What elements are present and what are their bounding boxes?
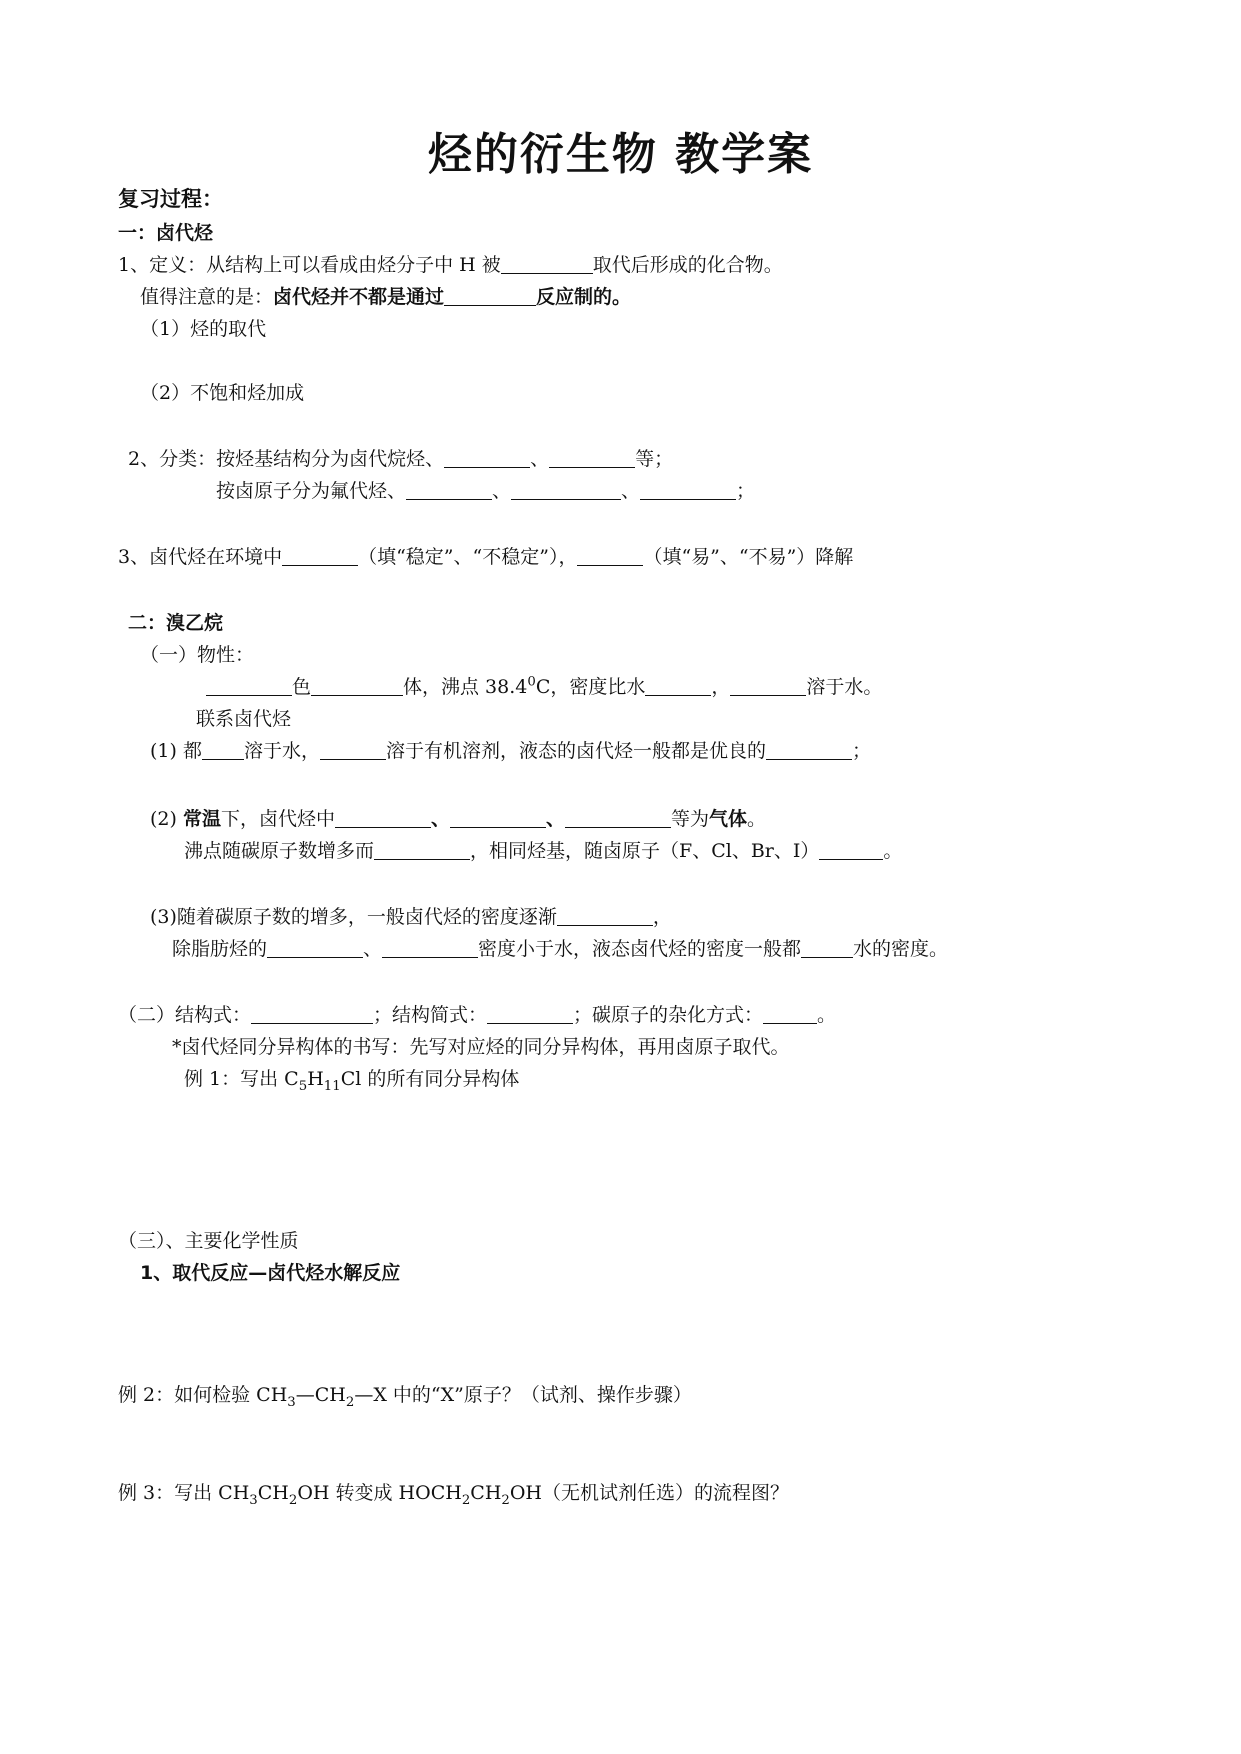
boiling-text: 沸点随碳原子数增多而	[184, 840, 375, 862]
separator: 、	[492, 480, 512, 502]
sub-item-2: （2）不饱和烃加成	[140, 382, 305, 404]
subscript: 3	[287, 1394, 296, 1410]
blank[interactable]	[511, 480, 621, 500]
chemical-item-1: 1、取代反应—卤代烃水解反应	[140, 1262, 401, 1284]
definition-text: 1、定义：从结构上可以看成由烃分子中 H 被	[118, 254, 501, 276]
link-text: 联系卤代烃	[196, 708, 292, 730]
note-bold-end: 反应制的。	[536, 286, 632, 308]
blank[interactable]	[202, 740, 244, 760]
definition-line	[118, 254, 783, 277]
comma: ，	[711, 676, 731, 698]
classification-text: 按卤原子分为氟代烃、	[216, 480, 407, 502]
boiling-end: 。	[883, 840, 903, 862]
example-text: CH	[470, 1482, 502, 1504]
blank[interactable]	[557, 906, 653, 926]
blank[interactable]	[251, 1004, 373, 1024]
property-text: (3)随着碳原子数的增多，一般卤代烃的密度逐渐	[150, 906, 557, 928]
blank[interactable]	[801, 938, 853, 958]
property-bold: 气体	[709, 808, 748, 830]
physical-text: C，密度比水	[535, 676, 646, 698]
physical-text: 体，沸点 38.4	[403, 676, 528, 698]
structure-text: ；结构简式：	[373, 1004, 488, 1026]
property-text: (2)	[150, 808, 183, 830]
environment-text: 3、卤代烃在环境中	[118, 546, 283, 568]
blank[interactable]	[406, 480, 492, 500]
example-text: CH	[257, 1482, 289, 1504]
blank[interactable]	[549, 448, 635, 468]
density-text: 密度小于水，液态卤代烃的密度一般都	[478, 938, 802, 960]
property-end: 。	[747, 808, 767, 830]
blank[interactable]	[444, 286, 536, 306]
blank[interactable]	[819, 840, 883, 860]
blank[interactable]	[267, 938, 363, 958]
property-end: ，	[652, 906, 672, 928]
page-title: 烃的衍生物 教学案	[427, 129, 814, 180]
property-bold: 常温	[182, 808, 221, 830]
separator: 、	[530, 448, 550, 470]
subscript: 2	[461, 1492, 471, 1508]
example-text: OH（无机试剂任选）的流程图？	[509, 1482, 790, 1504]
classification-line-2	[216, 480, 755, 503]
definition-text-end: 取代后形成的化合物。	[592, 254, 783, 276]
subscript: 2	[501, 1492, 510, 1508]
example-text: H	[307, 1068, 324, 1090]
environment-text-3: （填“易”、“不易”）降解	[643, 546, 854, 568]
density-text: 除脂肪烃的	[172, 938, 268, 960]
sub-item-1: （1）烃的取代	[140, 318, 267, 340]
example-2	[118, 1384, 692, 1410]
note-bold: 卤代烃并不都是通过	[273, 286, 445, 308]
structure-text: （二）结构式：	[118, 1004, 252, 1026]
blank[interactable]	[730, 676, 806, 696]
physical-text: 色	[292, 676, 312, 698]
structure-text: ；碳原子的杂化方式：	[573, 1004, 764, 1026]
blank[interactable]	[501, 254, 593, 274]
subscript: 5	[298, 1078, 308, 1094]
review-heading: 复习过程：	[118, 187, 223, 211]
blank[interactable]	[450, 808, 546, 828]
blank[interactable]	[577, 546, 643, 566]
superscript: 0	[527, 674, 536, 690]
boiling-point-line	[184, 840, 902, 863]
example-text: Cl 的所有同分异构体	[340, 1068, 520, 1090]
section1-heading: 一：卤代烃	[118, 222, 214, 244]
blank[interactable]	[282, 546, 358, 566]
property-text: 下，卤代烃中	[220, 808, 335, 830]
semicolon: ；	[736, 480, 756, 502]
blank[interactable]	[444, 448, 530, 468]
blank[interactable]	[320, 740, 386, 760]
blank[interactable]	[311, 676, 403, 696]
example-text: 例 3：写出 CH	[118, 1482, 250, 1504]
property-2	[150, 808, 766, 831]
blank[interactable]	[382, 938, 478, 958]
subscript: 11	[323, 1078, 341, 1094]
blank[interactable]	[645, 676, 711, 696]
boiling-text: ，相同烃基，随卤原子（F、Cl、Br、I）	[470, 840, 820, 862]
separator: 、	[363, 938, 383, 960]
note-label: 值得注意的是：	[140, 286, 274, 308]
density-line	[172, 938, 948, 961]
physical-heading: （一）物性：	[140, 644, 255, 666]
blank[interactable]	[487, 1004, 573, 1024]
subscript: 2	[345, 1394, 355, 1410]
density-text: 水的密度。	[853, 938, 949, 960]
physical-line	[206, 676, 882, 699]
separator: 、	[546, 808, 566, 830]
blank[interactable]	[206, 676, 292, 696]
classification-line-1	[128, 448, 673, 471]
example-3	[118, 1482, 790, 1508]
property-1	[150, 740, 871, 763]
blank[interactable]	[335, 808, 431, 828]
property-text: 溶于有机溶剂，液态的卤代烃一般都是优良的	[385, 740, 766, 762]
example-text: 例 1：写出 C	[184, 1068, 299, 1090]
structure-end: 。	[817, 1004, 837, 1026]
section2-heading: 二：溴乙烷	[128, 612, 224, 634]
environment-line	[118, 546, 853, 569]
blank[interactable]	[763, 1004, 817, 1024]
isomer-note: *卤代烃同分异构体的书写：先写对应烃的同分异构体，再用卤原子取代。	[172, 1036, 790, 1058]
blank[interactable]	[766, 740, 852, 760]
separator: 、	[430, 808, 450, 830]
blank[interactable]	[565, 808, 671, 828]
example-text: —CH	[295, 1384, 346, 1406]
subscript: 2	[288, 1492, 298, 1508]
property-text: 溶于水，	[243, 740, 320, 762]
example-text: OH 转变成 HOCH	[297, 1482, 462, 1504]
subscript: 3	[249, 1492, 258, 1508]
blank[interactable]	[374, 840, 470, 860]
blank[interactable]	[640, 480, 736, 500]
example-1	[184, 1068, 520, 1094]
separator: 、	[621, 480, 641, 502]
physical-text-end: 溶于水。	[806, 676, 883, 698]
chemical-heading: （三）、主要化学性质	[118, 1230, 299, 1252]
property-text: 等为	[671, 808, 710, 830]
property-end: ；	[852, 740, 872, 762]
note-line	[140, 286, 631, 309]
classification-text: 2、分类：按烃基结构分为卤代烷烃、	[128, 448, 445, 470]
property-text: (1) 都	[150, 740, 202, 762]
example-text: —X 中的“X”原子？（试剂、操作步骤）	[354, 1384, 692, 1406]
environment-text-2: （填“稳定”、“不稳定”），	[358, 546, 578, 568]
structure-line	[118, 1004, 836, 1027]
property-3	[150, 906, 672, 929]
example-text: 例 2：如何检验 CH	[118, 1384, 288, 1406]
classification-end: 等；	[635, 448, 674, 470]
